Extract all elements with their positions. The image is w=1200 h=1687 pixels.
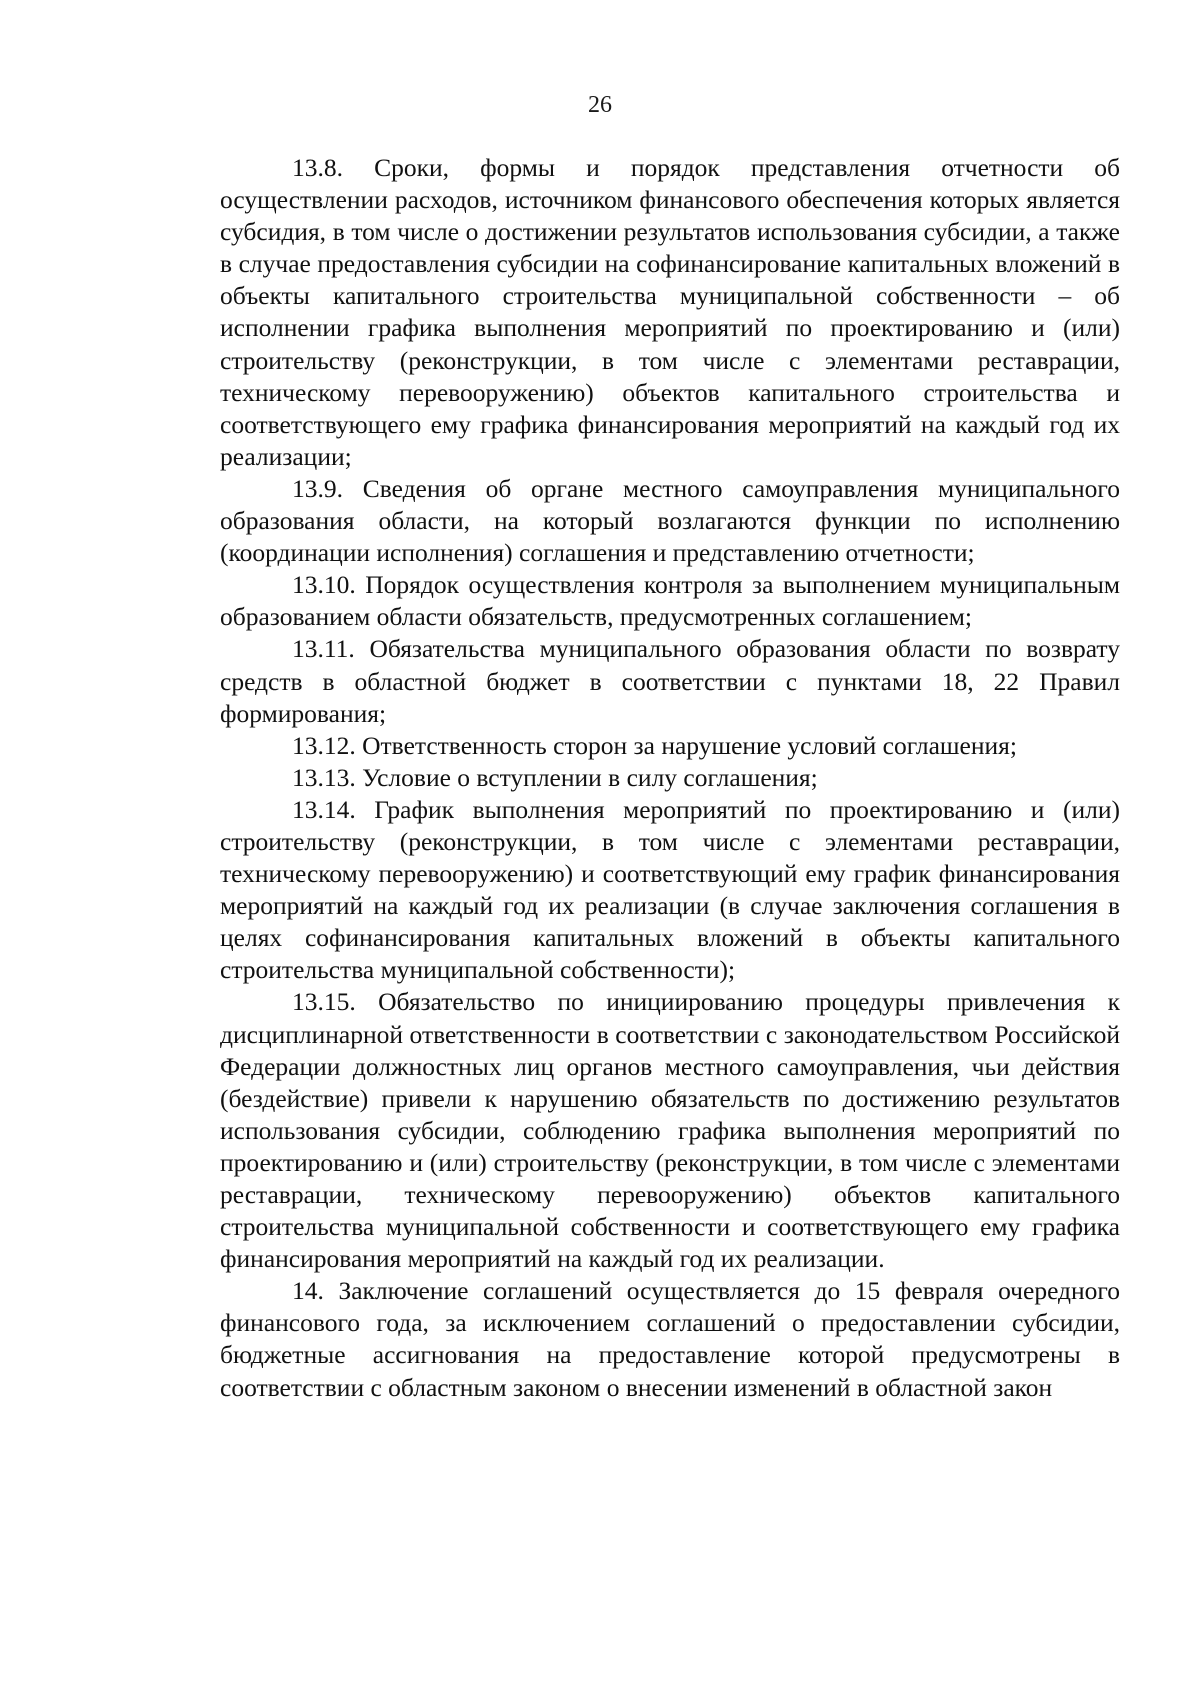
paragraph-13-14: 13.14. График выполнения мероприятий по проектированию и (или) строительству (реконструкции, в том числе с элементами реставрации, техническому перевооружению) и соответствующий ему график финансирования мероприятий на каждый год их реализации (в случае заключения соглашения в целях софинансирования капитальных вложений в объекты капитального строительства муниципальной собственности); (220, 794, 1120, 985)
paragraph-13-13: 13.13. Условие о вступлении в силу соглашения; (292, 762, 818, 792)
page-number: 26 (588, 92, 612, 118)
paragraph-13-8: 13.8. Сроки, формы и порядок представления отчетности об осуществлении расходов, источником финансового обеспечения которых является субсидия, в том числе о достижении результатов использования субсидии, а также в случае предоставления субсидии на софинансирование капитальных вложений в объекты капитального строительства муниципальной собственности – об исполнении графика выполнения мероприятий по проектированию и (или) строительству (реконструкции, в том числе с элементами реставрации, техническому перевооружению) объектов капитального строительства и соответствующего ему графика финансирования мероприятий на каждый год их реализации; (220, 153, 1120, 471)
paragraph-13-15: 13.15. Обязательство по инициированию процедуры привлечения к дисциплинарной ответственности в соответствии с законодательством Российской Федерации должностных лиц органов местного самоуправления, чьи действия (бездействие) привели к нарушению обязательств по достижению результатов использования субсидии, соблюдению графика выполнения мероприятий по проектированию и (или) строительству (реконструкции, в том числе с элементами реставрации, техническому перевооружению) объектов капитального строительства муниципальной собственности и соответствующего ему графика финансирования мероприятий на каждый год их реализации. (220, 987, 1120, 1274)
paragraph-13-10: 13.10. Порядок осуществления контроля за выполнением муниципальным образованием области обязательств, предусмотренных соглашением; (220, 570, 1120, 632)
paragraph-13-12: 13.12. Ответственность сторон за нарушение условий соглашения; (292, 730, 1017, 760)
paragraph-13-11: 13.11. Обязательства муниципального образования области по возврату средств в областной бюджет в соответствии с пунктами 18, 22 Правил формирования; (220, 634, 1120, 728)
paragraph-13-9: 13.9. Сведения об органе местного самоуправления муниципального образования области, на который возлагаются функции по исполнению (координации исполнения) соглашения и представлению отчетности; (220, 473, 1120, 568)
paragraph-14: 14. Заключение соглашений осуществляется до 15 февраля очередного финансового года, за исключением соглашений о предоставлении субсидии, бюджетные ассигнования на предоставление которой предусмотрены в соответствии с областным законом о внесении изменений в областной закон (220, 1276, 1120, 1402)
document-body (220, 152, 1120, 1404)
